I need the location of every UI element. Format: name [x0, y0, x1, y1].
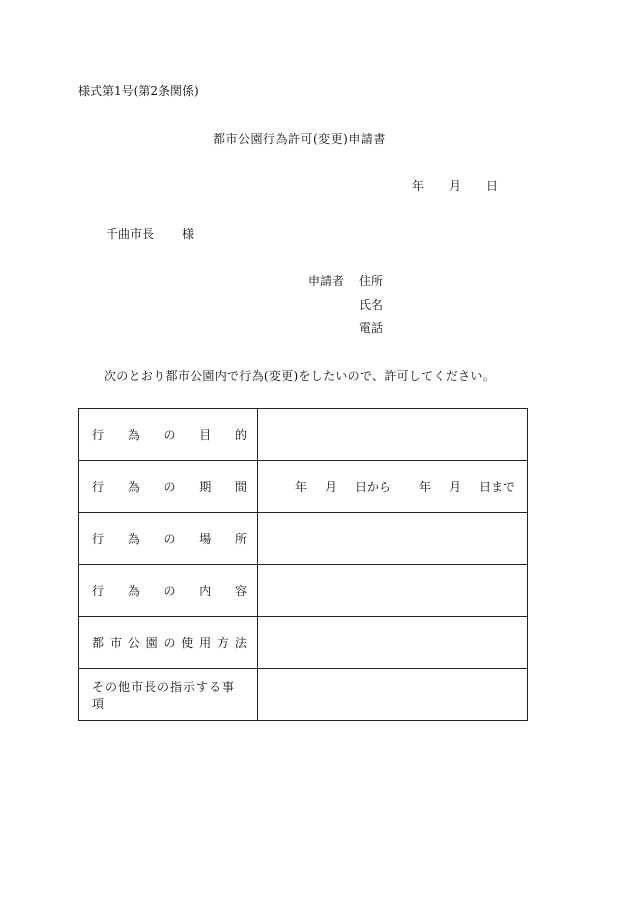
period-month-1: 月: [325, 480, 338, 494]
period-month-2: 月: [449, 480, 462, 494]
intro-text: 次のとおり都市公園内で行為(変更)をしたいので、許可してください。: [104, 369, 496, 383]
date-day-label: 日: [486, 179, 499, 193]
addressee-name: 千曲市長: [106, 227, 155, 241]
table-row: [79, 409, 528, 461]
row-label-other: その他市長の指示する事項: [79, 669, 258, 721]
addressee-honorific: 様: [182, 227, 195, 241]
content-value-cell[interactable]: [258, 565, 528, 617]
phone-label: 電話: [359, 321, 384, 335]
date-month-label: 月: [449, 179, 462, 193]
date-line: [412, 177, 498, 194]
table-row: [79, 669, 528, 721]
date-year-label: 年: [412, 179, 425, 193]
address-label: 住所: [359, 274, 384, 288]
row-label-place: 行 為 の 場 所: [79, 513, 258, 565]
other-value-cell[interactable]: [258, 669, 528, 721]
row-label-purpose: 行 為 の 目 的: [79, 409, 258, 461]
place-value-cell[interactable]: [258, 513, 528, 565]
table-row: [79, 513, 528, 565]
table-row: [79, 617, 528, 669]
row-label-period: 行 為 の 期 間: [79, 461, 258, 513]
applicant-label: 申請者: [308, 274, 345, 288]
period-year-1: 年: [295, 480, 308, 494]
addressee: [106, 225, 194, 242]
row-label-content: 行 為 の 内 容: [79, 565, 258, 617]
row-label-usage: 都 市 公 園 の 使 用 方 法: [79, 617, 258, 669]
table-row: [79, 565, 528, 617]
period-from: 日から: [355, 480, 392, 494]
document-title: 都市公園行為許可(変更)申請書: [213, 132, 386, 146]
usage-value-cell[interactable]: [258, 617, 528, 669]
period-value-cell[interactable]: [258, 461, 528, 513]
period-year-2: 年: [419, 480, 432, 494]
name-label: 氏名: [359, 298, 384, 312]
form-number: 様式第1号(第2条関係): [78, 84, 199, 98]
table-row: [79, 461, 528, 513]
purpose-value-cell[interactable]: [258, 409, 528, 461]
application-table: [78, 408, 528, 721]
period-to: 日まで: [479, 480, 516, 494]
